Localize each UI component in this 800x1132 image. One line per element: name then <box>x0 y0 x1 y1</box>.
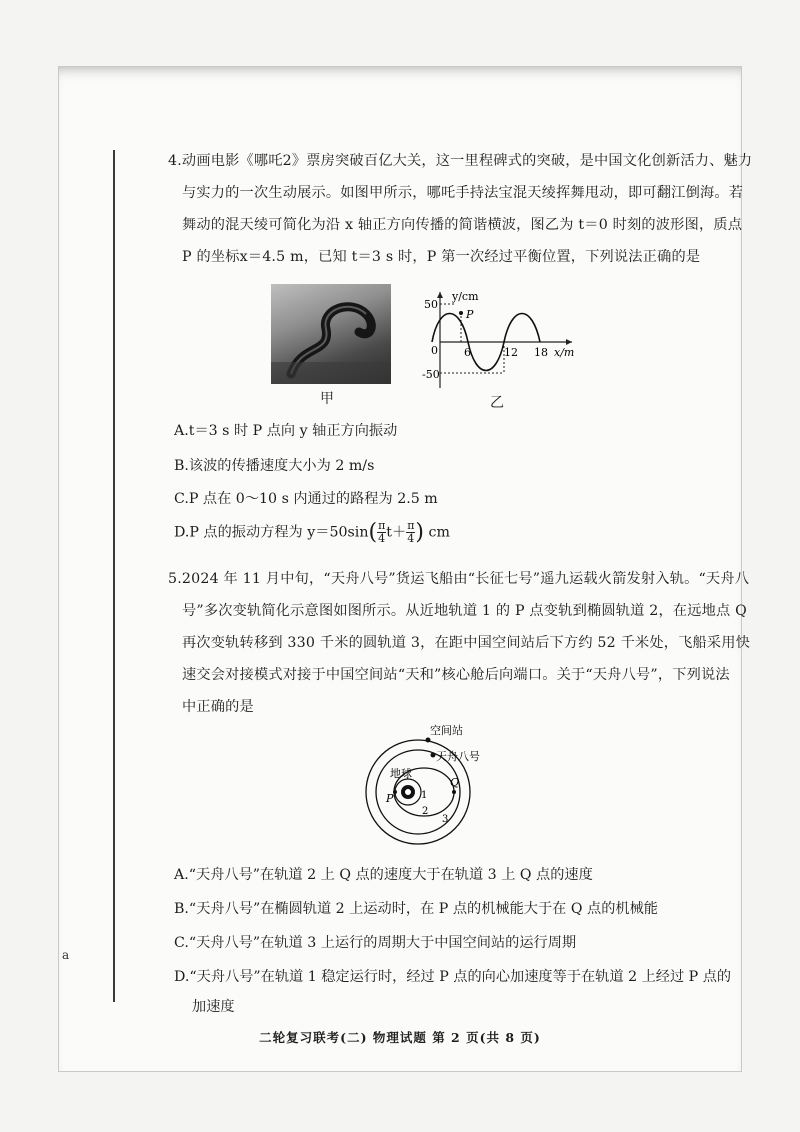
page-footer: 二轮复习联考(二) 物理试题 第 2 页(共 8 页) <box>259 1030 541 1045</box>
q5-line-3: 再次变轨转移到 330 千米的圆轨道 3，在距中国空间站后下方约 52 千米处，飞船采用快 <box>182 635 751 651</box>
graph-y-top: 50 <box>424 298 438 311</box>
q4-option-d-unit: cm <box>428 524 450 541</box>
q4-line-3: 舞动的混天绫可简化为沿 x 轴正方向传播的简谐横波，图乙为 t＝0 时刻的波形图，质点 <box>182 217 743 233</box>
nezha-photo <box>271 284 391 384</box>
q4-option-d-t: t＋ <box>386 524 407 541</box>
label-q: Q <box>450 776 460 789</box>
fig-yi-caption: 乙 <box>490 395 504 411</box>
fraction-1: $\frac{\pi}{4}$ <box>378 519 386 545</box>
q5-line-1: 5.2024 年 11 月中旬，“天舟八号”货运飞船由“长征七号”遥九运载火箭发射入轨。“天舟八 <box>168 571 750 587</box>
q5-line-4: 速交会对接模式对接于中国空间站“天和”核心舱后向端口。关于“天舟八号”，下列说法 <box>182 667 730 683</box>
label-space-station: 空间站 <box>430 724 463 737</box>
label-orbit-1: 1 <box>421 790 428 801</box>
label-orbit-2: 2 <box>422 806 429 817</box>
fraction-2: $\frac{\pi}{4}$ <box>407 519 415 545</box>
label-earth: 地球 <box>390 767 412 780</box>
graph-xtick-12: 12 <box>504 346 518 359</box>
q5-option-c: C.“天舟八号”在轨道 3 上运行的周期大于中国空间站的运行周期 <box>174 935 577 951</box>
q4-option-c: C.P 点在 0～10 s 内通过的路程为 2.5 m <box>174 491 438 507</box>
q4-line-4: P 的坐标x＝4.5 m，已知 t＝3 s 时，P 第一次经过平衡位置，下列说法正确的是 <box>182 249 701 265</box>
label-orbit-3: 3 <box>442 814 449 825</box>
graph-xtick-18: 18 <box>534 346 548 359</box>
graph-point-p: P <box>466 308 474 321</box>
q4-line-1: 4.动画电影《哪吒2》票房突破百亿大关，这一里程碑式的突破，是中国文化创新活力、魅力 <box>168 153 753 169</box>
graph-xtick-6: 6 <box>464 346 471 359</box>
q5-line-2: 号”多次变轨简化示意图如图所示。从近地轨道 1 的 P 点变轨到椭圆轨道 2，在远地点 Q <box>182 603 747 619</box>
q5-option-d-line-2: 加速度 <box>192 999 235 1015</box>
graph-y-bottom: -50 <box>422 368 440 381</box>
label-p: P <box>386 792 394 805</box>
margin-mark: a <box>62 948 70 962</box>
graph-ylabel: y/cm <box>452 290 479 303</box>
q5-line-5: 中正确的是 <box>182 699 254 715</box>
fig-jia-caption: 甲 <box>320 391 334 407</box>
binding-line <box>113 150 115 1002</box>
q5-option-d-line-1: D.“天舟八号”在轨道 1 稳定运行时，经过 P 点的向心加速度等于在轨道 2 上经过 P 点的 <box>174 969 732 985</box>
graph-xlabel: x/m <box>554 346 575 359</box>
q4-option-b: B.该波的传播速度大小为 2 m/s <box>174 458 375 474</box>
q5-option-a: A.“天舟八号”在轨道 2 上 Q 点的速度大于在轨道 3 上 Q 点的速度 <box>174 867 593 883</box>
q4-option-a: A.t＝3 s 时 P 点向 y 轴正方向振动 <box>174 423 398 439</box>
q4-option-d: D.P 点的振动方程为 y＝50sin( $\frac{\pi}{4}$ t＋ $\frac{\pi}{4}$ ) cm <box>174 519 450 545</box>
orbit-diagram <box>362 722 512 848</box>
q4-option-d-prefix: D.P 点的振动方程为 y＝50sin <box>174 524 369 541</box>
q5-option-b: B.“天舟八号”在椭圆轨道 2 上运动时，在 P 点的机械能大于在 Q 点的机械能 <box>174 901 658 917</box>
q4-line-2: 与实力的一次生动展示。如图甲所示，哪吒手持法宝混天绫挥舞甩动，即可翻江倒海。若 <box>182 185 744 201</box>
label-tianzhou: 天舟八号 <box>436 750 480 763</box>
graph-origin: 0 <box>431 344 438 357</box>
